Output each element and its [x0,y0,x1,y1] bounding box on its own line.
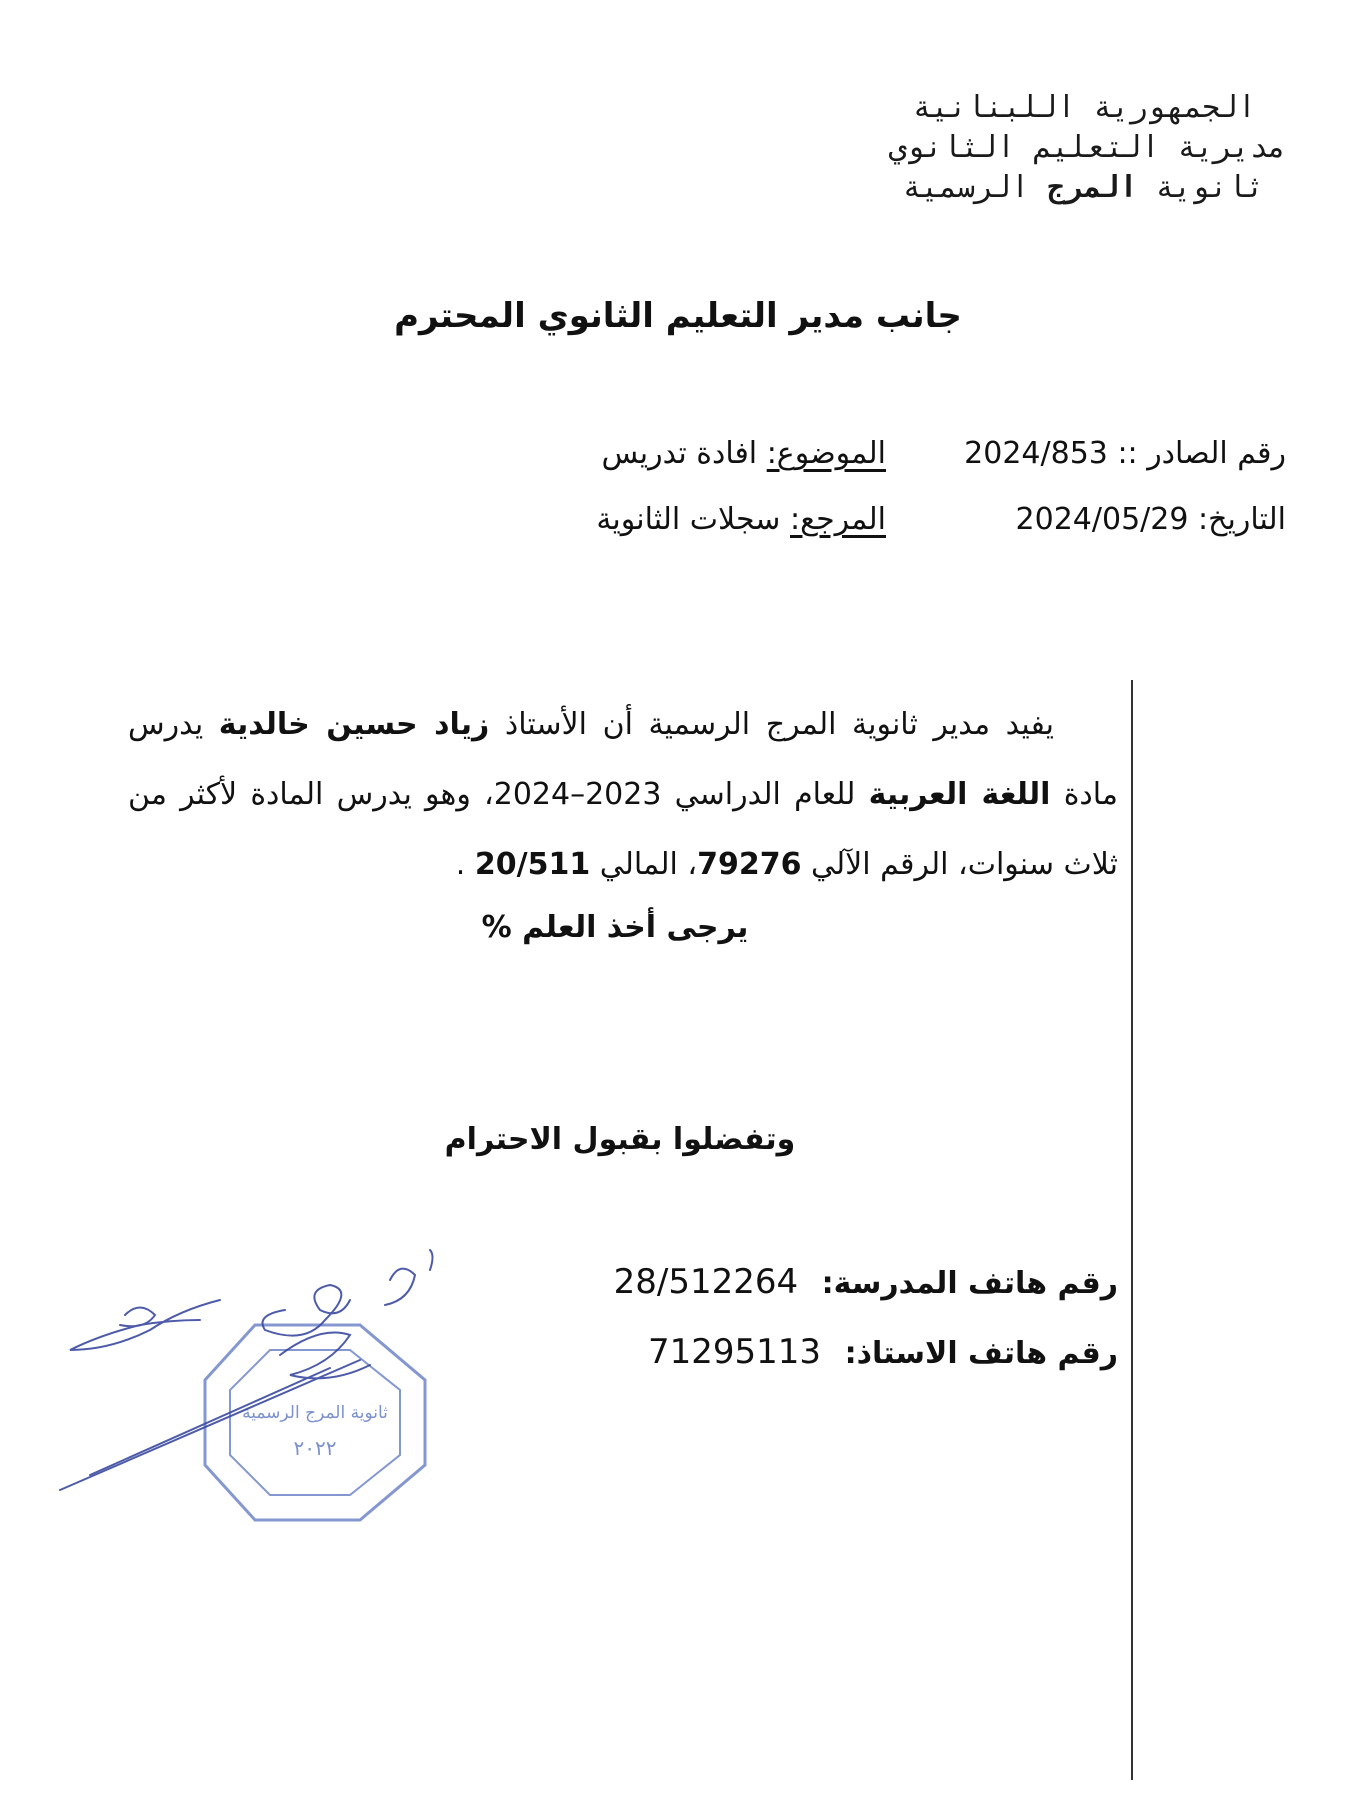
stamp-year: ٢٠٢٢ [293,1436,337,1460]
issue-number [964,436,1286,471]
noting-line: يرجى أخذ العلم % [481,910,749,945]
letterhead-school-name: المرج [1047,170,1138,205]
margin-rule [1131,680,1133,1780]
teacher-phone-number: 71295113 [647,1332,822,1372]
issue-number-label: رقم الصادر :: [1117,436,1286,471]
school-phone-label: رقم هاتف المدرسة: [821,1266,1118,1301]
teacher-name: زياد حسين خالدية [218,707,490,742]
issue-number-value: 2024/853 [964,436,1108,471]
letterhead-republic: الجمهورية اللبنانية [912,90,1256,125]
auto-number: 79276 [697,847,802,882]
school-phone [614,1262,1118,1302]
subject-line [602,436,886,471]
financial-number: 20/511 [474,847,591,882]
letterhead [726,88,1286,208]
addressee-title: جانب مدير التعليم الثانوي المحترم [394,296,962,336]
teacher-phone [648,1332,1118,1372]
reference-value: سجلات الثانوية [596,502,781,537]
stamp-and-signature [30,1240,450,1540]
letterhead-school: ثانوية المرج الرسمية [902,170,1264,205]
certificate-body: يفيد مدير ثانوية المرج الرسمية أن الأستاذ زياد حسين خالدية يدرس مادة اللغة العربية للعام الدراسي 2023–2024، وهو يدرس المادة لأكثر من ثلاث سنوات، الرقم الآلي 79276، المالي 20/511 . [128,707,1118,882]
reference-line [596,502,886,537]
subject-label: الموضوع: [766,436,886,471]
reference-label: المرجع: [790,502,886,537]
stamp-school-name: ثانوية المرج الرسمية [242,1403,388,1423]
signature [60,1250,433,1490]
subject-value: افادة تدريس [601,436,758,471]
teacher-phone-label: رقم هاتف الاستاذ: [844,1336,1118,1371]
official-stamp [30,1240,450,1540]
taught-subject: اللغة العربية [868,777,1051,812]
closing-line: وتفضلوا بقبول الاحترام [444,1122,796,1157]
letterhead-directorate: مديرية التعليم الثانوي [888,130,1286,165]
date-label: التاريخ: [1198,502,1286,537]
date-line [1016,502,1286,537]
school-phone-number: 28/512264 [613,1262,799,1302]
date-value: 2024/05/29 [1015,502,1189,537]
